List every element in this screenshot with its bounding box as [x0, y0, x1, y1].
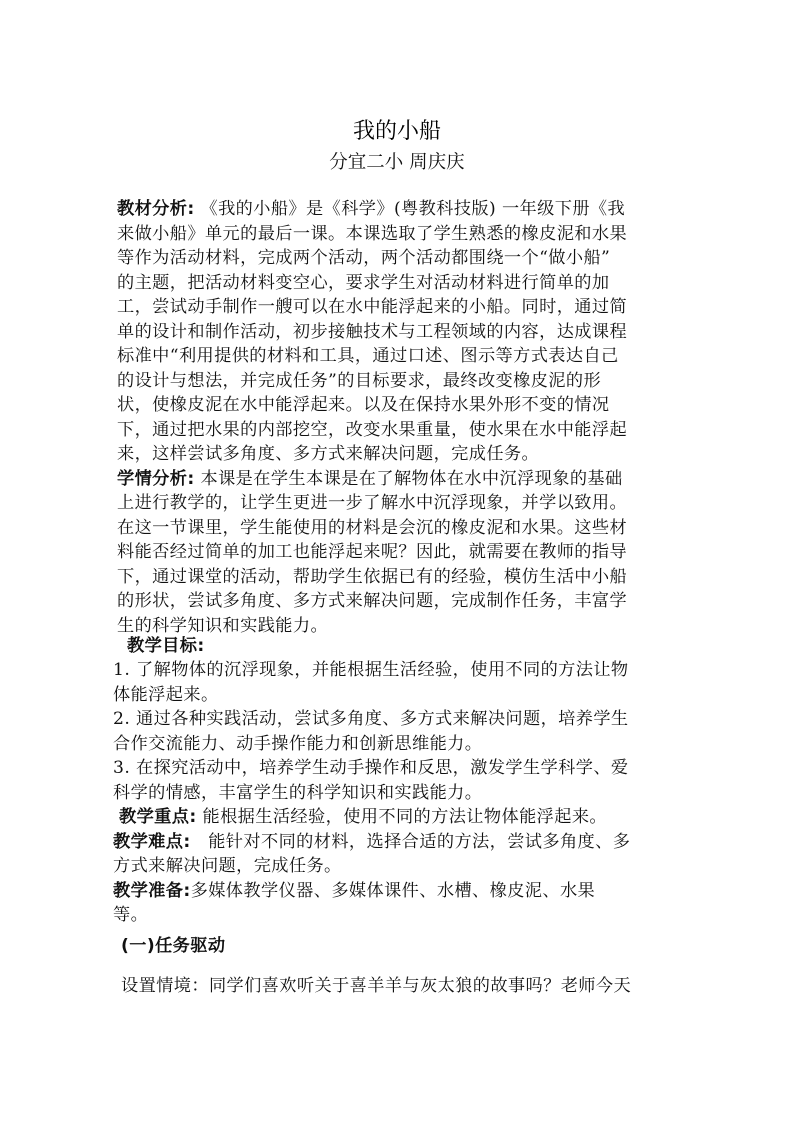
material-analysis-line	[117, 197, 687, 221]
key-points-line	[119, 805, 689, 829]
paragraph-text: 能根据生活经验，使用不同的方法让物体能浮起来。	[196, 807, 608, 827]
difficulties-line	[113, 830, 683, 854]
teaching-goal-line: 体能浮起来。	[113, 684, 219, 705]
material-analysis-line: 状，使橡皮泥在水中能浮起来。以及在保持水果外形不变的情况	[117, 395, 610, 415]
paragraph-text: 能针对不同的材料，选择合适的方法，尝试多角度、多	[190, 831, 631, 852]
material-analysis-line: 单的设计和制作活动，初步接触技术与工程领域的内容，达成课程	[117, 321, 628, 342]
material-analysis-label: 教材分析:	[117, 199, 195, 219]
teaching-goal-line: 2. 通过各种实践活动，尝试多角度、多方式来解决问题，培养学生	[113, 709, 629, 729]
difficulties-line: 方式来解决问题，完成任务。	[113, 856, 342, 876]
learner-analysis-line: 的形状，尝试多角度、多方式来解决问题，完成制作任务，丰富学	[117, 591, 628, 611]
teaching-goal-line: 合作交流能力、动手操作能力和创新思维能力。	[113, 733, 483, 754]
learner-analysis-line: 生的科学知识和实践能力。	[117, 615, 329, 636]
difficulties-label: 教学难点:	[113, 831, 191, 852]
teaching-goal-line: 1. 了解物体的沉浮现象，并能根据生活经验，使用不同的方法让物	[113, 660, 629, 680]
material-analysis-line: 工，尝试动手制作一艘可以在水中能浮起来的小船。同时，通过简	[117, 297, 628, 317]
paragraph-text: 本课是在学生本课是在了解物体在水中沉浮现象的基础	[194, 468, 623, 489]
teaching-goal-line: 科学的情感，丰富学生的科学知识和实践能力。	[113, 782, 483, 803]
material-analysis-line: 的主题，把活动材料变空心，要求学生对活动材料进行简单的加	[117, 272, 610, 293]
teaching-goals-heading: 教学目标:	[127, 636, 205, 656]
paragraph-text: 《我的小船》是《科学》(粤教科技版) 一年级下册《我	[194, 199, 626, 219]
section-text-line: 设置情境：同学们喜欢听关于喜羊羊与灰太狼的故事吗？老师今天	[121, 976, 632, 996]
learner-analysis-line	[117, 467, 687, 491]
learner-analysis-line: 下，通过课堂的活动，帮助学生依据已有的经验，模仿生活中小船	[117, 566, 628, 587]
material-analysis-line: 的设计与想法，并完成任务”的目标要求，最终改变橡皮泥的形	[117, 370, 602, 391]
learner-analysis-line: 上进行教学的，让学生更进一步了解水中沉浮现象，并学以致用。	[117, 493, 628, 513]
preparation-line	[113, 879, 683, 903]
document-title: 我的小船	[352, 119, 441, 144]
preparation-label: 教学准备:	[113, 880, 191, 901]
section-heading: (一)任务驱动	[121, 936, 226, 956]
teaching-goal-line: 3. 在探究活动中，培养学生动手操作和反思，激发学生学科学、爱	[113, 758, 629, 778]
key-points-label: 教学重点:	[119, 807, 197, 827]
preparation-line: 等。	[113, 905, 149, 925]
learner-analysis-line: 料能否经过简单的加工也能浮起来呢？因此，就需要在教师的指导	[117, 542, 628, 562]
material-analysis-line: 等作为活动材料，完成两个活动，两个活动都围绕一个“做小船”	[117, 248, 611, 268]
material-analysis-line: 标准中“利用提供的材料和工具，通过口述、图示等方式表达自己	[117, 346, 619, 366]
paragraph-text: 多媒体教学仪器、多媒体课件、水槽、橡皮泥、水果	[190, 880, 596, 901]
learner-analysis-line: 在这一节课里，学生能使用的材料是会沉的橡皮泥和水果。这些材	[117, 517, 628, 538]
material-analysis-line: 下，通过把水果的内部挖空，改变水果重量，使水果在水中能浮起	[117, 419, 628, 440]
material-analysis-line: 来，这样尝试多角度、多方式来解决问题，完成任务。	[117, 444, 540, 464]
material-analysis-line: 来做小船》单元的最后一课。本课选取了学生熟悉的橡皮泥和水果	[117, 223, 628, 244]
document-author: 分宜二小 周庆庆	[329, 152, 465, 173]
learner-analysis-label: 学情分析:	[117, 468, 195, 489]
